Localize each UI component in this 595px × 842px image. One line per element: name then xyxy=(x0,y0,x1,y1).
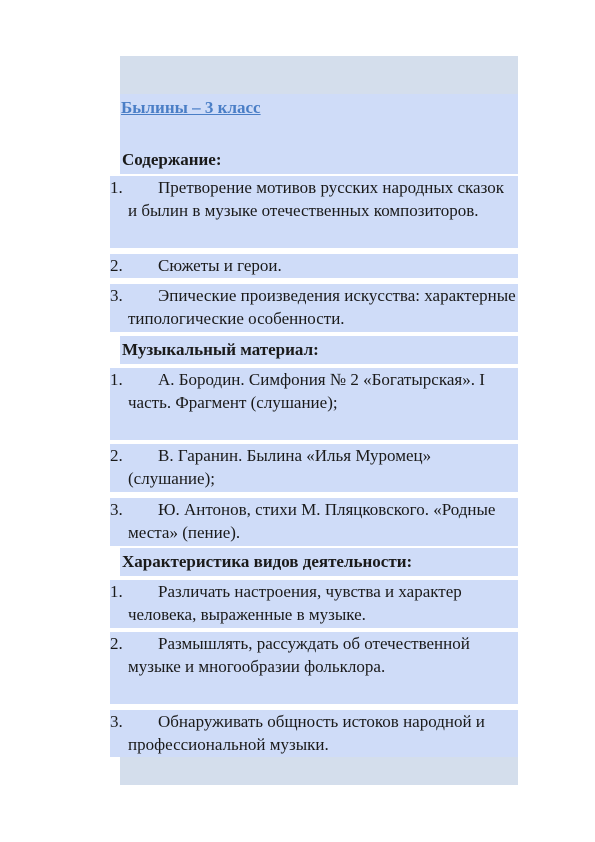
item-text: Претворение мотивов русских народных сказок и былин в музыке отечественных композиторов. xyxy=(128,178,504,220)
section-heading-music-material xyxy=(120,336,518,364)
list-item xyxy=(110,710,518,757)
item-number: 1. xyxy=(110,178,123,197)
item-text: В. Гаранин. Былина «Илья Муромец» (слушание); xyxy=(128,446,432,488)
page-title[interactable]: Былины – 3 класс xyxy=(121,98,261,117)
list-item xyxy=(110,444,518,492)
section-heading-content xyxy=(120,146,518,174)
list-item xyxy=(110,580,518,628)
item-number: 1. xyxy=(110,582,123,601)
item-text: Обнаруживать общность истоков народной и профессиональной музыки. xyxy=(128,712,485,754)
section-heading-text: Характеристика видов деятельности: xyxy=(122,552,413,571)
section-heading-text: Музыкальный материал: xyxy=(122,340,319,359)
list-item xyxy=(110,632,518,704)
list-item xyxy=(110,176,518,248)
section-heading-text: Содержание: xyxy=(122,150,222,169)
item-text: А. Бородин. Симфония № 2 «Богатырская». I часть. Фрагмент (слушание); xyxy=(128,370,485,412)
item-text: Размышлять, рассуждать об отечественной музыке и многообразии фольклора. xyxy=(128,634,470,676)
item-number: 1. xyxy=(110,370,123,389)
list-item xyxy=(110,284,518,332)
bottom-band xyxy=(120,757,518,785)
spacer xyxy=(120,128,518,146)
title-row xyxy=(120,94,518,128)
item-text: Сюжеты и герои. xyxy=(158,256,282,275)
item-number: 3. xyxy=(110,712,123,731)
item-number: 2. xyxy=(110,634,123,653)
item-text: Ю. Антонов, стихи М. Пляцковского. «Родные места» (пение). xyxy=(128,500,496,542)
item-number: 3. xyxy=(110,286,123,305)
item-text: Различать настроения, чувства и характер человека, выраженные в музыке. xyxy=(128,582,462,624)
item-number: 2. xyxy=(110,256,123,275)
list-item xyxy=(110,498,518,546)
item-number: 2. xyxy=(110,446,123,465)
item-number: 3. xyxy=(110,500,123,519)
list-item xyxy=(110,254,518,278)
list-item xyxy=(110,368,518,440)
section-heading-activities xyxy=(120,548,518,576)
item-text: Эпические произведения искусства: характерные типологические особенности. xyxy=(128,286,516,328)
top-band xyxy=(120,56,518,94)
